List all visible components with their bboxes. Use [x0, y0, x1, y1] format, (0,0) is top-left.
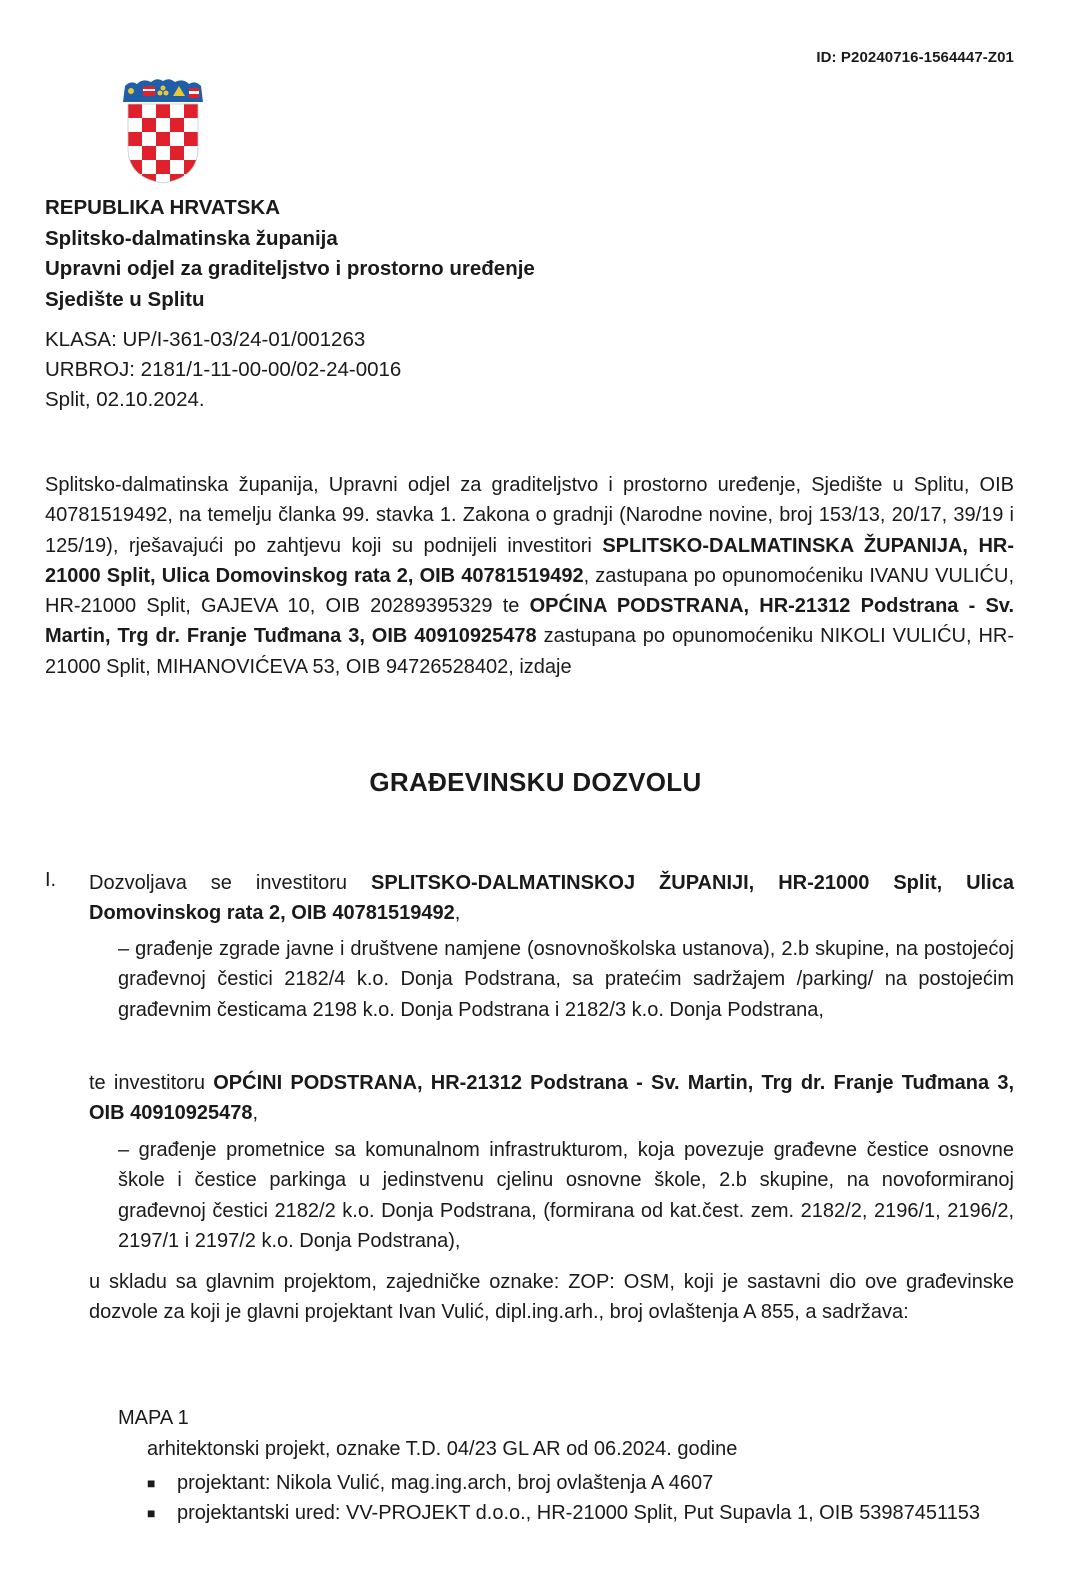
investor-1-bold: SPLITSKO-DALMATINSKA ŽUPANIJA, HR-21000 Split, Ulica Domovinskog rata 2, OIB 40781519492 — [45, 534, 1014, 587]
shield-square — [128, 146, 142, 160]
shield-square — [156, 132, 170, 146]
shield-square — [142, 132, 156, 146]
bullet-text: projektantski ured: VV-PROJEKT d.o.o., HR-21000 Split, Put Supavla 1, OIB 53987451153 — [177, 1502, 981, 1525]
shield-square — [142, 160, 156, 174]
shield-square — [128, 118, 142, 132]
shield-square — [142, 174, 156, 184]
shield-square — [184, 146, 198, 160]
section-I-item-1: – građenje zgrade javne i društvene namjene (osnovnoškolska ustanova), 2.b skupine, na postojećoj građevnoj čestici 2182/4 k.o. Donja Podstrana, sa pratećim sadržajem /parking/ na postojećim građevnim česticama 2198 k.o. Donja Podstrana i 2182/3 k.o. Donja Podstrana, — [118, 938, 1014, 1021]
shield-square — [156, 118, 170, 132]
document-title: GRAĐEVINSKU DOZVOLU — [369, 767, 702, 797]
intro-text-1: Splitsko-dalmatinska županija, Upravni odjel za graditeljstvo i prostorno uređenje, Sjedište u Splitu, OIB 40781519492, na temelju članka 99. stavka 1. Zakona o gradnji (Narodne novine, broj 153/13, 20/17, 39/19 i 125/19), rješavajući po zahtjevu koji su podnijeli investitori — [45, 474, 1014, 557]
document-id: ID: P20240716-1564447-Z01 — [816, 49, 1014, 66]
shield-square — [184, 174, 198, 184]
shield-square — [170, 132, 184, 146]
header-department: Upravni odjel za graditeljstvo i prostorno uređenje — [45, 257, 535, 280]
p2-text: te investitoru — [89, 1072, 214, 1094]
header-county: Splitsko-dalmatinska županija — [45, 226, 338, 250]
p1-end: , — [454, 902, 461, 925]
shield-square — [184, 104, 198, 118]
shield-square — [128, 132, 142, 146]
shield-square — [128, 104, 142, 118]
issuer-header — [45, 193, 535, 315]
urbroj: URBROJ: 2181/1-11-00-00/02-24-0016 — [45, 358, 402, 381]
list-item — [147, 1468, 1014, 1498]
shield-square — [170, 118, 184, 132]
header-seat: Sjedište u Splitu — [45, 287, 205, 311]
section-number: I. — [45, 869, 57, 891]
section-I-project-paragraph: u skladu sa glavnim projektom, zajedničke oznake: ZOP: OSM, koji je sastavni dio ove građevinske dozvole za koji je glavni projektant Ivan Vulić, dipl.ing.arh., broj ovlaštenja A 855, a sadržava: — [89, 1271, 1014, 1324]
shield-square — [128, 174, 142, 184]
mapa-bullet-list — [147, 1468, 1014, 1529]
shield-square — [156, 104, 170, 118]
p2-end: , — [252, 1102, 259, 1125]
intro-text-3: zastupana po opunomoćeniku NIKOLI VULIĆU, HR-21000 Split, MIHANOVIĆEVA 53, OIB 94726528402, izdaje — [45, 625, 1015, 678]
crown — [123, 79, 203, 102]
shield-square — [142, 118, 156, 132]
p1-text: Dozvoljava se investitoru — [89, 872, 371, 894]
bullet-text: projektant: Nikola Vulić, mag.ing.arch, broj ovlaštenja A 4607 — [177, 1472, 714, 1494]
section-I-investor-1 — [89, 868, 1014, 929]
shield-square — [170, 104, 184, 118]
p2-bold: OPĆINI PODSTRANA, HR-21312 Podstrana - Sv. Martin, Trg dr. Franje Tuđmana 3, OIB 40910925478 — [89, 1072, 1015, 1125]
mapa-description: arhitektonski projekt, oznake T.D. 04/23 GL AR od 06.2024. godine — [147, 1438, 738, 1460]
intro-text-2: , zastupana po opunomoćeniku IVANU VULIĆU, HR-21000 Split, GAJEVA 10, OIB 20289395329 te — [45, 564, 1014, 618]
shield-square — [170, 160, 184, 174]
checkered-shield — [128, 104, 198, 184]
shield-square — [184, 132, 198, 146]
reference-block — [45, 325, 401, 415]
klasa: KLASA: UP/I-361-03/24-01/001263 — [45, 328, 366, 351]
section-I-investor-2 — [89, 1068, 1014, 1129]
investor-2-bold: OPĆINA PODSTRANA, HR-21312 Podstrana - Sv. Martin, Trg dr. Franje Tuđmana 3, OIB 40910925478 — [45, 595, 1015, 648]
coat-of-arms-icon — [121, 78, 205, 184]
square-bullet-icon: ■ — [147, 1475, 156, 1491]
shield-square — [184, 118, 198, 132]
square-bullet-icon: ■ — [147, 1505, 156, 1522]
shield-square — [156, 160, 170, 174]
header-country: REPUBLIKA HRVATSKA — [45, 196, 280, 219]
list-item — [147, 1498, 1014, 1528]
p1-bold: SPLITSKO-DALMATINSKOJ ŽUPANIJI, HR-21000 Split, Ulica Domovinskog rata 2, OIB 40781519492 — [89, 872, 1014, 925]
shield-square — [142, 146, 156, 160]
intro-paragraph — [45, 470, 1014, 682]
shield-square — [142, 104, 156, 118]
mapa-label: MAPA 1 — [118, 1407, 189, 1429]
shield-square — [170, 146, 184, 160]
shield-square — [170, 174, 184, 184]
place-date: Split, 02.10.2024. — [45, 388, 205, 411]
section-I-item-2: – građenje prometnice sa komunalnom infrastrukturom, koja povezuje građevne čestice osnovne škole i čestice parkinga u jedinstvenu cjelinu osnovne škole, 2.b skupine, na novoformiranoj građevnoj čestici 2182/2 k.o. Donja Podstrana, (formirana od kat.čest. zem. 2182/2, 2196/1, 2196/2, 2197/1 i 2197/2 k.o. Donja Podstrana), — [118, 1139, 1014, 1252]
shield-square — [156, 146, 170, 160]
